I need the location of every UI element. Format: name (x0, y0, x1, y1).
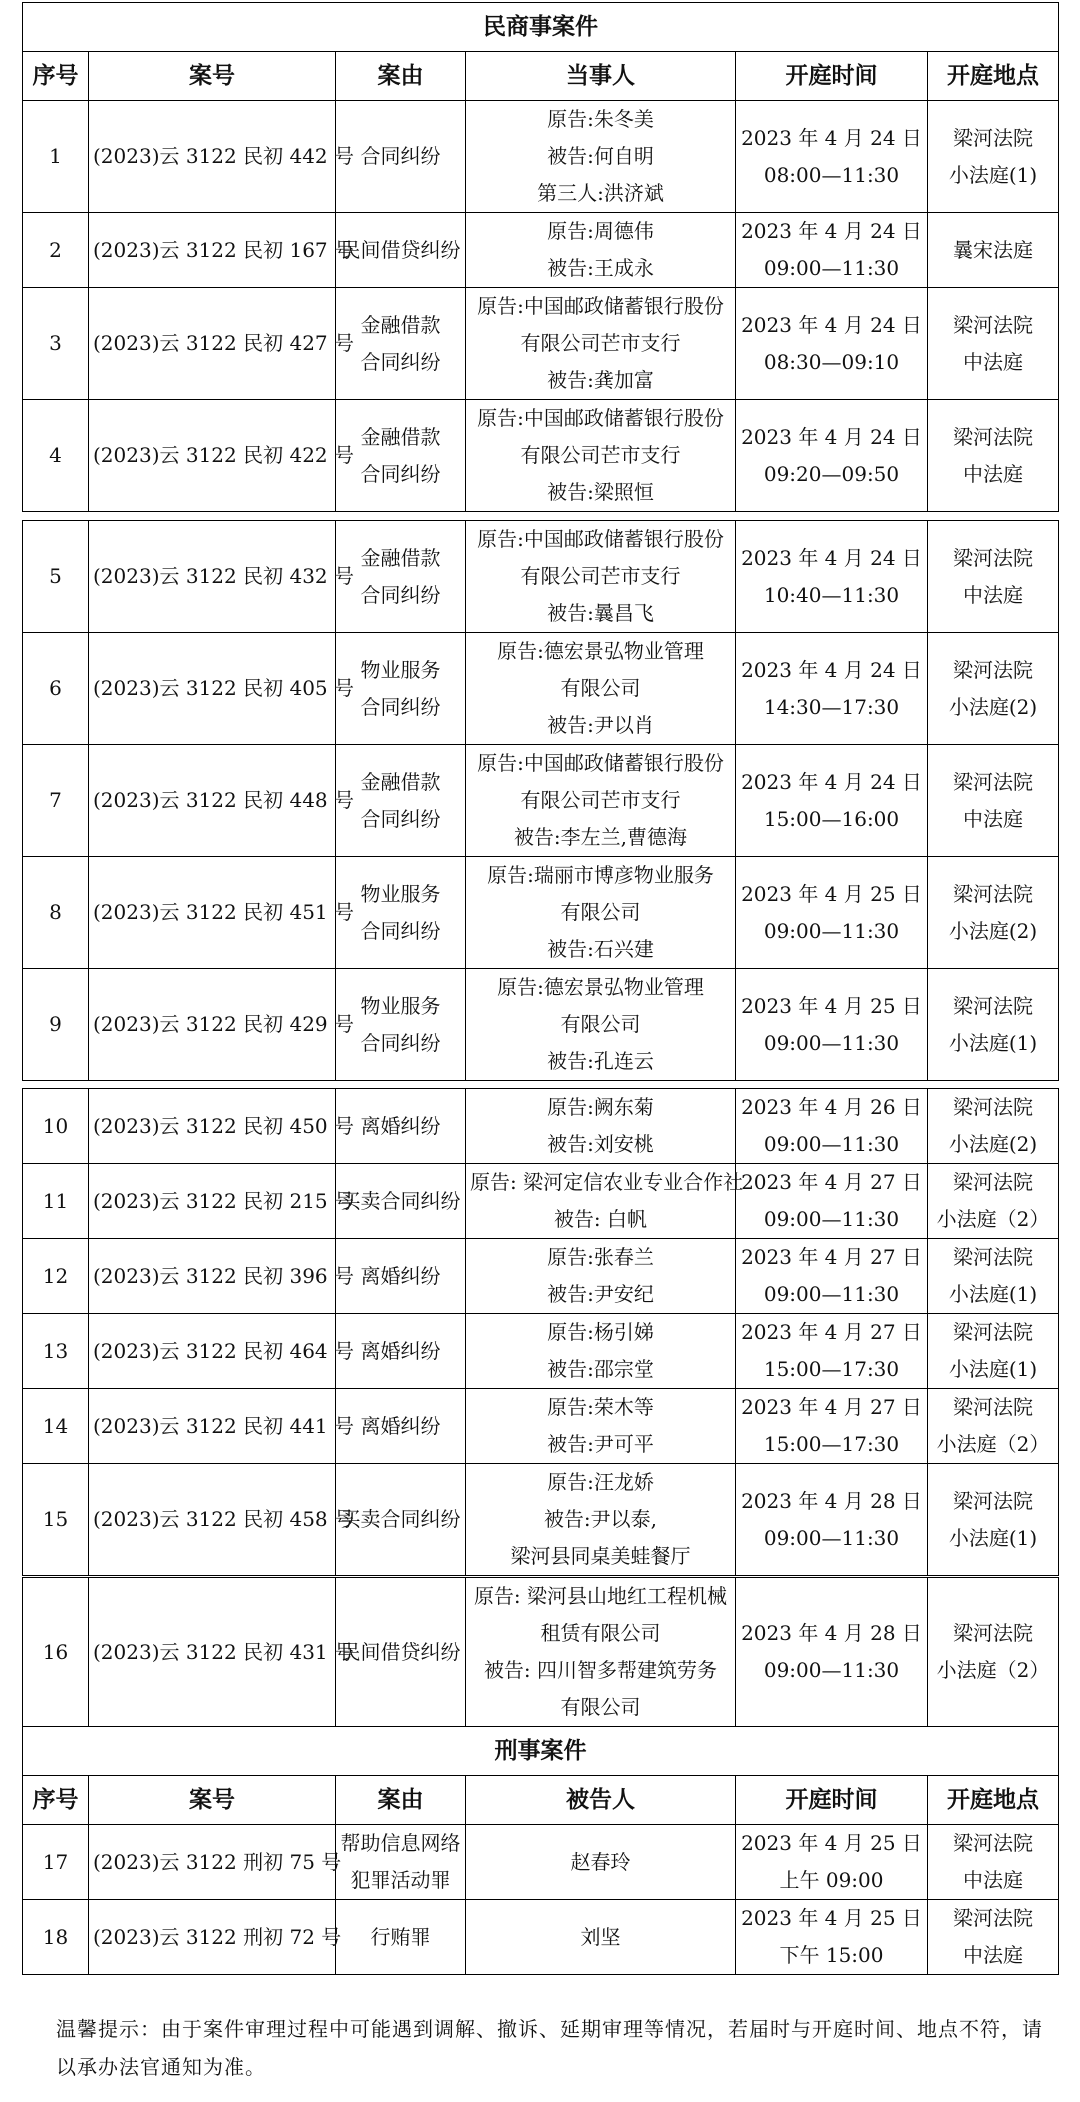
seq-cell: 9 (23, 969, 89, 1081)
cause-cell-line: 物业服务 (360, 993, 441, 1018)
hearing-place-cell (928, 213, 1059, 288)
parties-cell (466, 1578, 736, 1727)
hearing-time-cell-line: 2023 年 4 月 24 日 (741, 545, 922, 570)
cause-cell-line: 离婚纠纷 (360, 1263, 441, 1288)
hearing-time-cell-line: 15:00—17:30 (763, 1432, 900, 1456)
table-row (23, 745, 1059, 857)
parties-cell (466, 1464, 736, 1576)
parties-cell-line: 原告:中国邮政储蓄银行股份 (477, 294, 724, 318)
cause-cell-line: 合同纠纷 (360, 918, 441, 943)
case-number-cell: (2023)云 3122 民初 432 号 (89, 521, 336, 633)
hearing-place-cell (928, 633, 1059, 745)
hearing-place-cell-line: 梁河法院 (953, 1320, 1033, 1344)
hearing-place-cell-line: 梁河法院 (953, 312, 1034, 337)
table-row (23, 1239, 1059, 1314)
cause-cell-line: 合同纠纷 (360, 1030, 441, 1055)
hearing-time-cell-line: 下午 15:00 (779, 1943, 884, 1967)
parties-cell (466, 1900, 736, 1975)
hearing-time-cell-line: 2023 年 4 月 26 日 (741, 1095, 922, 1119)
hearing-place-cell-line: 小法庭（2） (936, 1207, 1050, 1231)
hearing-place-cell (928, 288, 1059, 400)
hearing-time-cell-line: 09:00—11:30 (763, 1207, 900, 1231)
hearing-time-cell-line: 09:00—11:30 (763, 1132, 900, 1156)
parties-cell-line: 原告:中国邮政储蓄银行股份 (477, 751, 724, 775)
hearing-place-cell-line: 小法庭(1) (948, 1525, 1038, 1550)
parties-cell-line: 被告:龚加富 (547, 368, 654, 392)
table-row (23, 1389, 1059, 1464)
hearing-place-cell (928, 1239, 1059, 1314)
hearing-time-cell-line: 2023 年 4 月 25 日 (741, 1831, 922, 1855)
parties-cell-line: 被告:孔连云 (547, 1049, 654, 1073)
parties-cell-line: 原告:朱冬美 (547, 107, 654, 131)
criminal-section-title: 刑事案件 (23, 1727, 1059, 1776)
hearing-place-cell-line: 梁河法院 (953, 424, 1034, 449)
cause-cell-line: 合同纠纷 (360, 144, 441, 168)
hearing-place-cell-line: 小法庭(1) (948, 1030, 1038, 1055)
hearing-time-cell (736, 1464, 928, 1576)
hearing-time-cell-line: 2023 年 4 月 24 日 (741, 312, 922, 337)
hearing-place-cell (928, 1089, 1059, 1164)
header-hearing-place: 开庭地点 (928, 1776, 1059, 1825)
cause-cell (336, 745, 466, 857)
parties-cell-line: 有限公司 (560, 1695, 641, 1719)
parties-cell-line: 原告:瑞丽市博彦物业服务 (487, 863, 714, 887)
cause-cell-line: 犯罪活动罪 (350, 1868, 451, 1892)
parties-cell-line: 原告:张春兰 (547, 1245, 654, 1269)
parties-cell-line: 原告:阙东菊 (547, 1095, 654, 1119)
cause-cell-line: 金融借款 (360, 545, 441, 570)
hearing-time-cell-line: 09:00—11:30 (763, 1525, 900, 1550)
parties-cell-line: 原告:德宏景弘物业管理 (497, 975, 704, 999)
seq-cell: 4 (23, 400, 89, 512)
seq-cell: 15 (23, 1464, 89, 1576)
table-row (23, 1164, 1059, 1239)
hearing-time-cell (736, 857, 928, 969)
parties-cell-line: 第三人:洪济斌 (537, 181, 664, 205)
hearing-place-cell-line: 小法庭(1) (948, 162, 1038, 187)
parties-cell-line: 有限公司 (560, 1012, 641, 1036)
cause-cell-line: 买卖合同纠纷 (340, 1188, 461, 1213)
hearing-place-cell (928, 1164, 1059, 1239)
cause-cell (336, 1314, 466, 1389)
hearing-time-cell-line: 2023 年 4 月 27 日 (741, 1170, 922, 1194)
parties-cell-line: 原告: 梁河定信农业专业合作社 (470, 1170, 744, 1194)
header-seq: 序号 (23, 52, 89, 101)
hearing-place-cell-line: 中法庭 (963, 349, 1024, 374)
parties-cell-line: 赵春玲 (570, 1849, 631, 1874)
cause-cell (336, 1464, 466, 1576)
hearing-time-cell-line: 上午 09:00 (779, 1868, 884, 1892)
hearing-time-cell-line: 08:30—09:10 (763, 349, 900, 374)
parties-cell-line: 梁河县同桌美蛙餐厅 (510, 1544, 691, 1568)
cause-cell-line: 买卖合同纠纷 (340, 1507, 461, 1531)
hearing-time-cell-line: 2023 年 4 月 28 日 (741, 1488, 922, 1513)
cause-cell (336, 288, 466, 400)
hearing-time-cell-line: 2023 年 4 月 27 日 (741, 1245, 922, 1269)
parties-cell (466, 1825, 736, 1900)
cause-cell-line: 离婚纠纷 (360, 1338, 441, 1363)
cause-cell (336, 857, 466, 969)
cause-cell (336, 633, 466, 745)
case-number-cell: (2023)云 3122 刑初 75 号 (89, 1825, 336, 1900)
hearing-time-cell (736, 1825, 928, 1900)
parties-cell-line: 被告:邵宗堂 (547, 1357, 654, 1381)
case-number-cell: (2023)云 3122 刑初 72 号 (89, 1900, 336, 1975)
hearing-time-cell-line: 2023 年 4 月 25 日 (741, 881, 922, 906)
hearing-time-cell (736, 101, 928, 213)
case-number-cell: (2023)云 3122 民初 464 号 (89, 1314, 336, 1389)
hearing-place-cell (928, 1825, 1059, 1900)
header-seq: 序号 (23, 1776, 89, 1825)
hearing-time-cell (736, 213, 928, 288)
civil-cases-table-part-3 (22, 1088, 1059, 1576)
hearing-place-cell-line: 梁河法院 (953, 657, 1033, 682)
hearing-place-cell-line: 梁河法院 (953, 1245, 1033, 1269)
case-number-cell: (2023)云 3122 民初 405 号 (89, 633, 336, 745)
hearing-place-cell (928, 1578, 1059, 1727)
hearing-place-cell-line: 梁河法院 (953, 1170, 1033, 1194)
table-row (23, 1825, 1059, 1900)
hearing-time-cell-line: 2023 年 4 月 24 日 (741, 657, 922, 682)
parties-cell-line: 被告:尹以泰, (543, 1507, 658, 1531)
case-number-cell: (2023)云 3122 民初 429 号 (89, 969, 336, 1081)
case-number-cell: (2023)云 3122 民初 215 号 (89, 1164, 336, 1239)
parties-cell-line: 被告:李左兰,曹德海 (513, 825, 688, 849)
hearing-time-cell-line: 2023 年 4 月 24 日 (741, 125, 922, 150)
cause-cell-line: 行贿罪 (370, 1924, 431, 1949)
cause-cell-line: 物业服务 (360, 881, 441, 906)
hearing-place-cell-line: 曩宋法庭 (953, 237, 1034, 262)
hearing-place-cell-line: 梁河法院 (953, 993, 1033, 1018)
table-row (23, 288, 1059, 400)
seq-cell: 11 (23, 1164, 89, 1239)
header-case-number: 案号 (89, 52, 336, 101)
parties-cell (466, 400, 736, 512)
table-row (23, 1089, 1059, 1164)
table-row (23, 1900, 1059, 1975)
cause-cell (336, 1089, 466, 1164)
hearing-time-cell-line: 15:00—17:30 (763, 1357, 900, 1381)
hearing-place-cell (928, 857, 1059, 969)
case-number-cell: (2023)云 3122 民初 442 号 (89, 101, 336, 213)
seq-cell: 2 (23, 213, 89, 288)
parties-cell-line: 原告:杨引娣 (547, 1320, 654, 1344)
cause-cell (336, 969, 466, 1081)
civil-and-criminal-table (22, 1577, 1059, 1975)
hearing-time-cell (736, 969, 928, 1081)
parties-cell (466, 213, 736, 288)
hearing-place-cell-line: 中法庭 (963, 1868, 1023, 1892)
hearing-time-cell (736, 1900, 928, 1975)
parties-cell-line: 原告:德宏景弘物业管理 (497, 639, 704, 663)
hearing-place-cell-line: 小法庭(1) (948, 1282, 1038, 1306)
hearing-place-cell (928, 969, 1059, 1081)
header-hearing-time: 开庭时间 (736, 52, 928, 101)
cause-cell (336, 213, 466, 288)
parties-cell-line: 被告: 四川智多帮建筑劳务 (483, 1658, 718, 1682)
cause-cell-line: 合同纠纷 (360, 806, 441, 831)
table-row (23, 521, 1059, 633)
hearing-time-cell-line: 09:20—09:50 (763, 461, 900, 486)
cause-cell-line: 合同纠纷 (360, 694, 441, 719)
case-number-cell: (2023)云 3122 民初 441 号 (89, 1389, 336, 1464)
seq-cell: 8 (23, 857, 89, 969)
criminal-header-row (23, 1776, 1059, 1825)
cause-cell-line: 民间借贷纠纷 (340, 237, 461, 262)
parties-cell (466, 521, 736, 633)
parties-cell (466, 969, 736, 1081)
header-parties: 当事人 (466, 52, 736, 101)
cause-cell (336, 1578, 466, 1727)
cause-cell-line: 物业服务 (360, 657, 441, 682)
hearing-time-cell-line: 09:00—11:30 (763, 918, 900, 943)
civil-section-title: 民商事案件 (23, 3, 1059, 52)
cause-cell-line: 合同纠纷 (360, 582, 441, 607)
hearing-place-cell-line: 梁河法院 (953, 1488, 1033, 1513)
hearing-place-cell-line: 小法庭（2） (936, 1658, 1050, 1682)
cause-cell-line: 帮助信息网络 (340, 1831, 461, 1855)
hearing-time-cell-line: 2023 年 4 月 28 日 (741, 1621, 922, 1645)
hearing-place-cell-line: 小法庭（2） (936, 1432, 1050, 1456)
cause-cell (336, 1389, 466, 1464)
header-cause: 案由 (336, 52, 466, 101)
hearing-place-cell (928, 1900, 1059, 1975)
header-hearing-time: 开庭时间 (736, 1776, 928, 1825)
parties-cell-line: 刘坚 (580, 1924, 621, 1949)
hearing-time-cell-line: 2023 年 4 月 24 日 (741, 769, 922, 794)
cause-cell (336, 521, 466, 633)
hearing-place-cell (928, 745, 1059, 857)
cause-cell-line: 合同纠纷 (360, 349, 441, 374)
parties-cell-line: 有限公司 (560, 900, 641, 924)
parties-cell-line: 被告:尹以肖 (547, 713, 654, 737)
hearing-time-cell-line: 2023 年 4 月 25 日 (741, 1906, 922, 1930)
parties-cell-line: 被告:石兴建 (547, 937, 654, 961)
hearing-place-cell (928, 1389, 1059, 1464)
table-row (23, 633, 1059, 745)
hearing-time-cell-line: 09:00—11:30 (763, 1030, 900, 1055)
hearing-time-cell (736, 745, 928, 857)
cause-cell-line: 金融借款 (360, 424, 441, 449)
hearing-time-cell (736, 1389, 928, 1464)
parties-cell-line: 原告:周德伟 (547, 219, 654, 243)
table-row (23, 969, 1059, 1081)
hearing-place-cell-line: 中法庭 (963, 582, 1023, 607)
hearing-time-cell-line: 09:00—11:30 (763, 256, 900, 280)
parties-cell-line: 有限公司芒市支行 (520, 331, 681, 355)
parties-cell-line: 有限公司芒市支行 (520, 443, 681, 467)
cause-cell-line: 民间借贷纠纷 (340, 1639, 461, 1664)
hearing-place-cell-line: 梁河法院 (953, 769, 1033, 794)
cause-cell-line: 金融借款 (360, 769, 441, 794)
seq-cell: 5 (23, 521, 89, 633)
parties-cell-line: 原告:中国邮政储蓄银行股份 (477, 527, 724, 551)
hearing-time-cell (736, 521, 928, 633)
parties-cell (466, 288, 736, 400)
case-number-cell: (2023)云 3122 民初 427 号 (89, 288, 336, 400)
hearing-time-cell-line: 2023 年 4 月 25 日 (741, 993, 922, 1018)
hearing-time-cell-line: 14:30—17:30 (763, 694, 900, 719)
hearing-time-cell-line: 15:00—16:00 (763, 806, 900, 831)
parties-cell-line: 被告:曩昌飞 (547, 601, 654, 625)
table-row (23, 1314, 1059, 1389)
parties-cell-line: 租赁有限公司 (540, 1621, 661, 1645)
parties-cell-line: 有限公司芒市支行 (520, 564, 681, 588)
hearing-time-cell-line: 2023 年 4 月 24 日 (741, 424, 922, 449)
header-hearing-place: 开庭地点 (928, 52, 1059, 101)
parties-cell (466, 745, 736, 857)
parties-cell-line: 被告:尹可平 (547, 1432, 654, 1456)
hearing-time-cell-line: 08:00—11:30 (763, 162, 900, 187)
cause-cell (336, 1164, 466, 1239)
hearing-place-cell (928, 1464, 1059, 1576)
table-row (23, 1464, 1059, 1576)
header-case-number: 案号 (89, 1776, 336, 1825)
seq-cell: 3 (23, 288, 89, 400)
hearing-place-cell-line: 小法庭(2) (948, 1132, 1038, 1156)
seq-cell: 6 (23, 633, 89, 745)
parties-cell (466, 1389, 736, 1464)
seq-cell: 14 (23, 1389, 89, 1464)
hearing-place-cell-line: 梁河法院 (953, 1395, 1033, 1419)
header-defendant: 被告人 (466, 1776, 736, 1825)
cause-cell-line: 离婚纠纷 (360, 1113, 441, 1138)
hearing-time-cell-line: 2023 年 4 月 27 日 (741, 1320, 922, 1344)
hearing-time-cell (736, 400, 928, 512)
notice-text: 温馨提示：由于案件审理过程中可能遇到调解、撤诉、延期审理等情况，若届时与开庭时间、地点不符，请以承办法官通知为准。 (56, 2017, 1043, 2079)
seq-cell: 7 (23, 745, 89, 857)
civil-cases-table-part-1 (22, 2, 1059, 512)
parties-cell-line: 原告: 梁河县山地红工程机械 (473, 1584, 728, 1608)
seq-cell: 12 (23, 1239, 89, 1314)
case-number-cell: (2023)云 3122 民初 422 号 (89, 400, 336, 512)
cause-cell (336, 1239, 466, 1314)
parties-cell (466, 857, 736, 969)
case-number-cell: (2023)云 3122 民初 458 号 (89, 1464, 336, 1576)
hearing-place-cell (928, 400, 1059, 512)
parties-cell-line: 被告:梁照恒 (547, 480, 654, 504)
parties-cell-line: 被告:王成永 (547, 256, 654, 280)
hearing-time-cell (736, 288, 928, 400)
parties-cell (466, 633, 736, 745)
parties-cell (466, 101, 736, 213)
parties-cell-line: 被告: 白帆 (553, 1207, 648, 1231)
hearing-time-cell (736, 1578, 928, 1727)
hearing-place-cell-line: 小法庭(2) (948, 918, 1038, 943)
hearing-time-cell (736, 1089, 928, 1164)
hearing-time-cell-line: 2023 年 4 月 24 日 (741, 219, 922, 243)
cause-cell (336, 400, 466, 512)
case-number-cell: (2023)云 3122 民初 448 号 (89, 745, 336, 857)
hearing-place-cell-line: 中法庭 (963, 806, 1023, 831)
hearing-place-cell-line: 小法庭(1) (948, 1357, 1038, 1381)
hearing-time-cell-line: 2023 年 4 月 27 日 (741, 1395, 922, 1419)
civil-header-row (23, 52, 1059, 101)
hearing-place-cell (928, 1314, 1059, 1389)
parties-cell-line: 原告:中国邮政储蓄银行股份 (477, 406, 724, 430)
cause-cell (336, 1900, 466, 1975)
table-row (23, 400, 1059, 512)
parties-cell-line: 原告:汪龙娇 (547, 1470, 654, 1494)
hearing-place-cell (928, 521, 1059, 633)
case-number-cell: (2023)云 3122 民初 167 号 (89, 213, 336, 288)
table-row (23, 213, 1059, 288)
seq-cell: 16 (23, 1578, 89, 1727)
hearing-place-cell-line: 梁河法院 (953, 1095, 1033, 1119)
case-number-cell: (2023)云 3122 民初 451 号 (89, 857, 336, 969)
hearing-time-cell (736, 633, 928, 745)
table-row (23, 857, 1059, 969)
civil-cases-table-part-2 (22, 520, 1059, 1081)
seq-cell: 13 (23, 1314, 89, 1389)
cause-cell-line: 合同纠纷 (360, 461, 441, 486)
parties-cell-line: 被告:尹安纪 (547, 1282, 654, 1306)
hearing-place-cell-line: 梁河法院 (953, 881, 1033, 906)
seq-cell: 10 (23, 1089, 89, 1164)
hearing-time-cell-line: 10:40—11:30 (763, 582, 900, 607)
seq-cell: 1 (23, 101, 89, 213)
case-number-cell: (2023)云 3122 民初 396 号 (89, 1239, 336, 1314)
hearing-place-cell (928, 101, 1059, 213)
parties-cell (466, 1239, 736, 1314)
parties-cell (466, 1089, 736, 1164)
hearing-place-cell-line: 中法庭 (963, 1943, 1023, 1967)
cause-cell (336, 1825, 466, 1900)
table-row (23, 1578, 1059, 1727)
hearing-place-cell-line: 梁河法院 (953, 1906, 1033, 1930)
hearing-time-cell-line: 09:00—11:30 (763, 1658, 900, 1682)
seq-cell: 18 (23, 1900, 89, 1975)
parties-cell-line: 被告:何自明 (547, 144, 654, 168)
seq-cell: 17 (23, 1825, 89, 1900)
hearing-time-cell (736, 1164, 928, 1239)
cause-cell-line: 金融借款 (360, 312, 441, 337)
hearing-place-cell-line: 梁河法院 (953, 1831, 1033, 1855)
cause-cell-line: 离婚纠纷 (360, 1413, 441, 1438)
case-number-cell: (2023)云 3122 民初 431 号 (89, 1578, 336, 1727)
hearing-time-cell (736, 1239, 928, 1314)
case-number-cell: (2023)云 3122 民初 450 号 (89, 1089, 336, 1164)
hearing-place-cell-line: 梁河法院 (953, 125, 1034, 150)
hearing-place-cell-line: 中法庭 (963, 461, 1024, 486)
parties-cell-line: 有限公司芒市支行 (520, 788, 681, 812)
hearing-place-cell-line: 小法庭(2) (948, 694, 1038, 719)
hearing-place-cell-line: 梁河法院 (953, 1621, 1033, 1645)
parties-cell (466, 1164, 744, 1239)
parties-cell-line: 原告:荣木等 (547, 1395, 654, 1419)
parties-cell-line: 有限公司 (560, 676, 641, 700)
table-row (23, 101, 1059, 213)
parties-cell (466, 1314, 736, 1389)
hearing-time-cell (736, 1314, 928, 1389)
header-cause: 案由 (336, 1776, 466, 1825)
hearing-time-cell-line: 09:00—11:30 (763, 1282, 900, 1306)
parties-cell-line: 被告:刘安桃 (547, 1132, 654, 1156)
cause-cell (336, 101, 466, 213)
hearing-place-cell-line: 梁河法院 (953, 545, 1033, 570)
